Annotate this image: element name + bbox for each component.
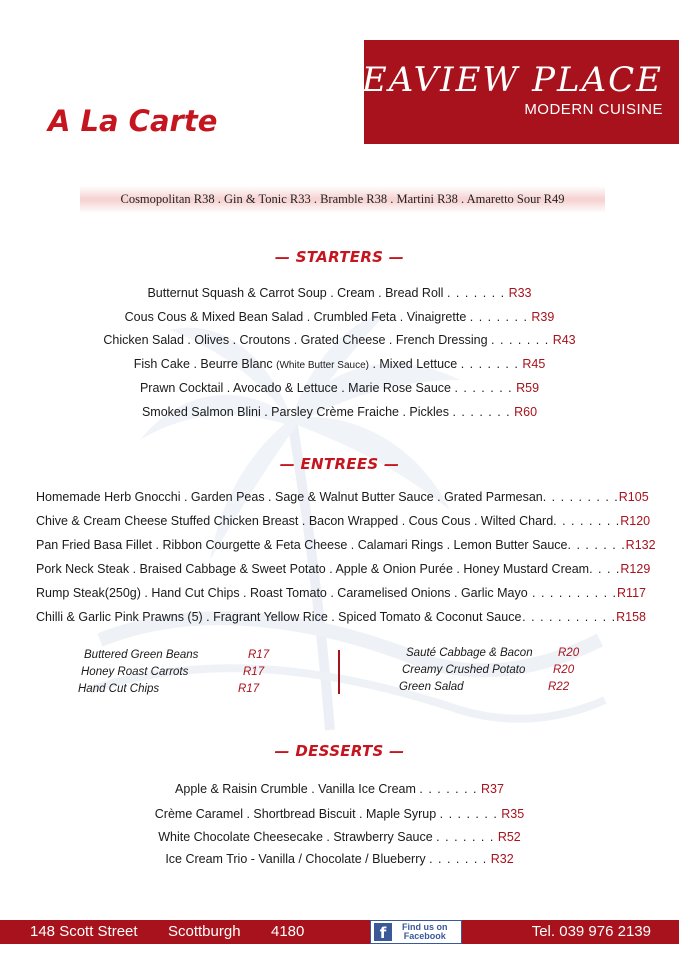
footer-street: 148 Scott Street [30,923,138,940]
leader-dots: . . . . . . . [469,310,528,324]
menu-item [0,782,679,796]
item-name: Pan Fried Basa Fillet . Ribbon Courgette & Feta Cheese . Calamari Rings . Lemon Butter Sauce [36,538,568,552]
item-name: White Chocolate Cheesecake . Strawberry Sauce [158,830,433,844]
menu-item [0,852,679,866]
restaurant-tagline: MODERN CUISINE [524,101,663,118]
item-price: R39 [531,310,555,324]
footer-phone: Tel. 039 976 2139 [531,923,651,940]
item-name: Prawn Cocktail . Avocado & Lettuce . Marie Rose Sauce [139,381,451,395]
item-price: R37 [481,782,504,796]
leader-dots: . . . . . . . [454,381,513,395]
footer-bar [0,920,679,944]
item-name: Smoked Salmon Blini . Parsley Crème Fraiche . Pickles [141,405,449,419]
menu-item [0,830,679,844]
footer-town: Scottburgh [168,923,241,940]
item-price: R32 [490,852,514,866]
menu-item [36,490,649,504]
item-price: R52 [497,830,521,844]
starters-heading: — STARTERS — [274,248,405,266]
leader-dots: . . . . . . . . [553,514,621,528]
item-price: R132 [625,538,656,552]
side-item-name: Hand Cut Chips [78,683,160,695]
menu-item [36,586,646,600]
item-price: R60 [514,405,538,419]
item-name: Crème Caramel . Shortbread Biscuit . Maple Syrup [154,807,437,821]
item-price: R129 [620,562,651,576]
leader-dots: . . . . . . . [429,852,488,866]
leader-dots: . . . . . . . [491,333,550,347]
menu-item [36,514,651,528]
menu-item [36,538,656,552]
side-item-price: R17 [238,683,260,695]
facebook-text [402,923,448,941]
restaurant-name: SEAVIEW PLACE [336,60,663,100]
leader-dots: . . . . . . . [436,830,495,844]
menu-item [0,357,679,371]
item-name: Apple & Raisin Crumble . Vanilla Ice Cream [175,782,416,796]
leader-dots: . . . . . . . . . . [532,586,618,600]
side-item-price: R22 [548,681,570,693]
leader-dots: . . . . . . . [446,286,506,300]
leader-dots: . . . . . . . [460,357,519,371]
item-name: Chicken Salad . Olives . Croutons . Grated Cheese . French Dressing [103,333,488,347]
item-name: Chive & Cream Cheese Stuffed Chicken Breast . Bacon Wrapped . Cous Cous . Wilted Chard [36,514,554,528]
item-name: Butternut Squash & Carrot Soup . Cream . Bread Roll [147,286,444,300]
leader-dots: . . . . . . . . . . . [522,610,617,624]
item-name: Cous Cous & Mixed Bean Salad . Crumbled Feta . Vinaigrette [124,310,467,324]
side-item-price: R17 [248,649,270,661]
item-price: R158 [616,610,646,624]
menu-item [0,381,679,395]
leader-dots: . . . . . . . [567,538,626,552]
item-price: R120 [620,514,651,528]
item-name-cont: . Mixed Lettuce [372,357,458,371]
page-title: A La Carte [48,104,218,138]
menu-item [0,286,679,300]
item-price: R117 [617,586,646,600]
item-name: Ice Cream Trio - Vanilla / Chocolate / Blueberry [165,852,426,866]
item-name: Pork Neck Steak . Braised Cabbage & Sweet Potato . Apple & Onion Purée . Honey Mustard Cream [36,562,590,576]
item-price: R35 [501,807,525,821]
menu-item [0,333,679,347]
facebook-icon: f [374,923,392,941]
item-note: (White Butter Sauce) [276,360,369,371]
menu-item [0,807,679,821]
side-item-price: R20 [553,664,575,676]
side-item-name: Buttered Green Beans [84,649,199,661]
item-name: Homemade Herb Gnocchi . Garden Peas . Sage & Walnut Butter Sauce . Grated Parmesan [36,490,543,504]
facebook-text-line2: Facebook [403,931,446,941]
item-price: R105 [618,490,649,504]
sides-divider [338,650,340,694]
facebook-text-line1: Find us on [402,922,448,932]
side-item-name: Creamy Crushed Potato [402,664,526,676]
side-item-price: R20 [558,647,580,659]
leader-dots: . . . . [589,562,621,576]
entrees-heading: — ENTREES — [279,455,400,473]
side-item-name: Honey Roast Carrots [81,666,189,678]
item-price: R45 [522,357,546,371]
side-item-price: R17 [243,666,265,678]
side-item-name: Sauté Cabbage & Bacon [406,647,533,659]
leader-dots: . . . . . . . [452,405,511,419]
item-price: R33 [508,286,532,300]
item-name: Rump Steak(250g) . Hand Cut Chips . Roast Tomato . Caramelised Onions . Garlic Mayo [36,586,528,600]
menu-item [0,310,679,324]
menu-item [0,405,679,419]
desserts-heading: — DESSERTS — [274,742,405,760]
item-price: R43 [552,333,576,347]
item-price: R59 [516,381,540,395]
facebook-badge[interactable] [370,920,462,944]
footer-postcode: 4180 [271,923,305,940]
menu-item [36,610,646,624]
cocktails-banner: Cosmopolitan R38 . Gin & Tonic R33 . Bramble R38 . Martini R38 . Amaretto Sour R49 [80,186,605,213]
menu-item [36,562,651,576]
item-name: Fish Cake . Beurre Blanc [133,357,273,371]
brand-box [336,40,679,144]
leader-dots: . . . . . . . [419,782,478,796]
leader-dots: . . . . . . . [439,807,498,821]
side-item-name: Green Salad [399,681,464,693]
leader-dots: . . . . . . . . . [542,490,619,504]
item-name: Chilli & Garlic Pink Prawns (5) . Fragrant Yellow Rice . Spiced Tomato & Coconut Sauce [36,610,522,624]
